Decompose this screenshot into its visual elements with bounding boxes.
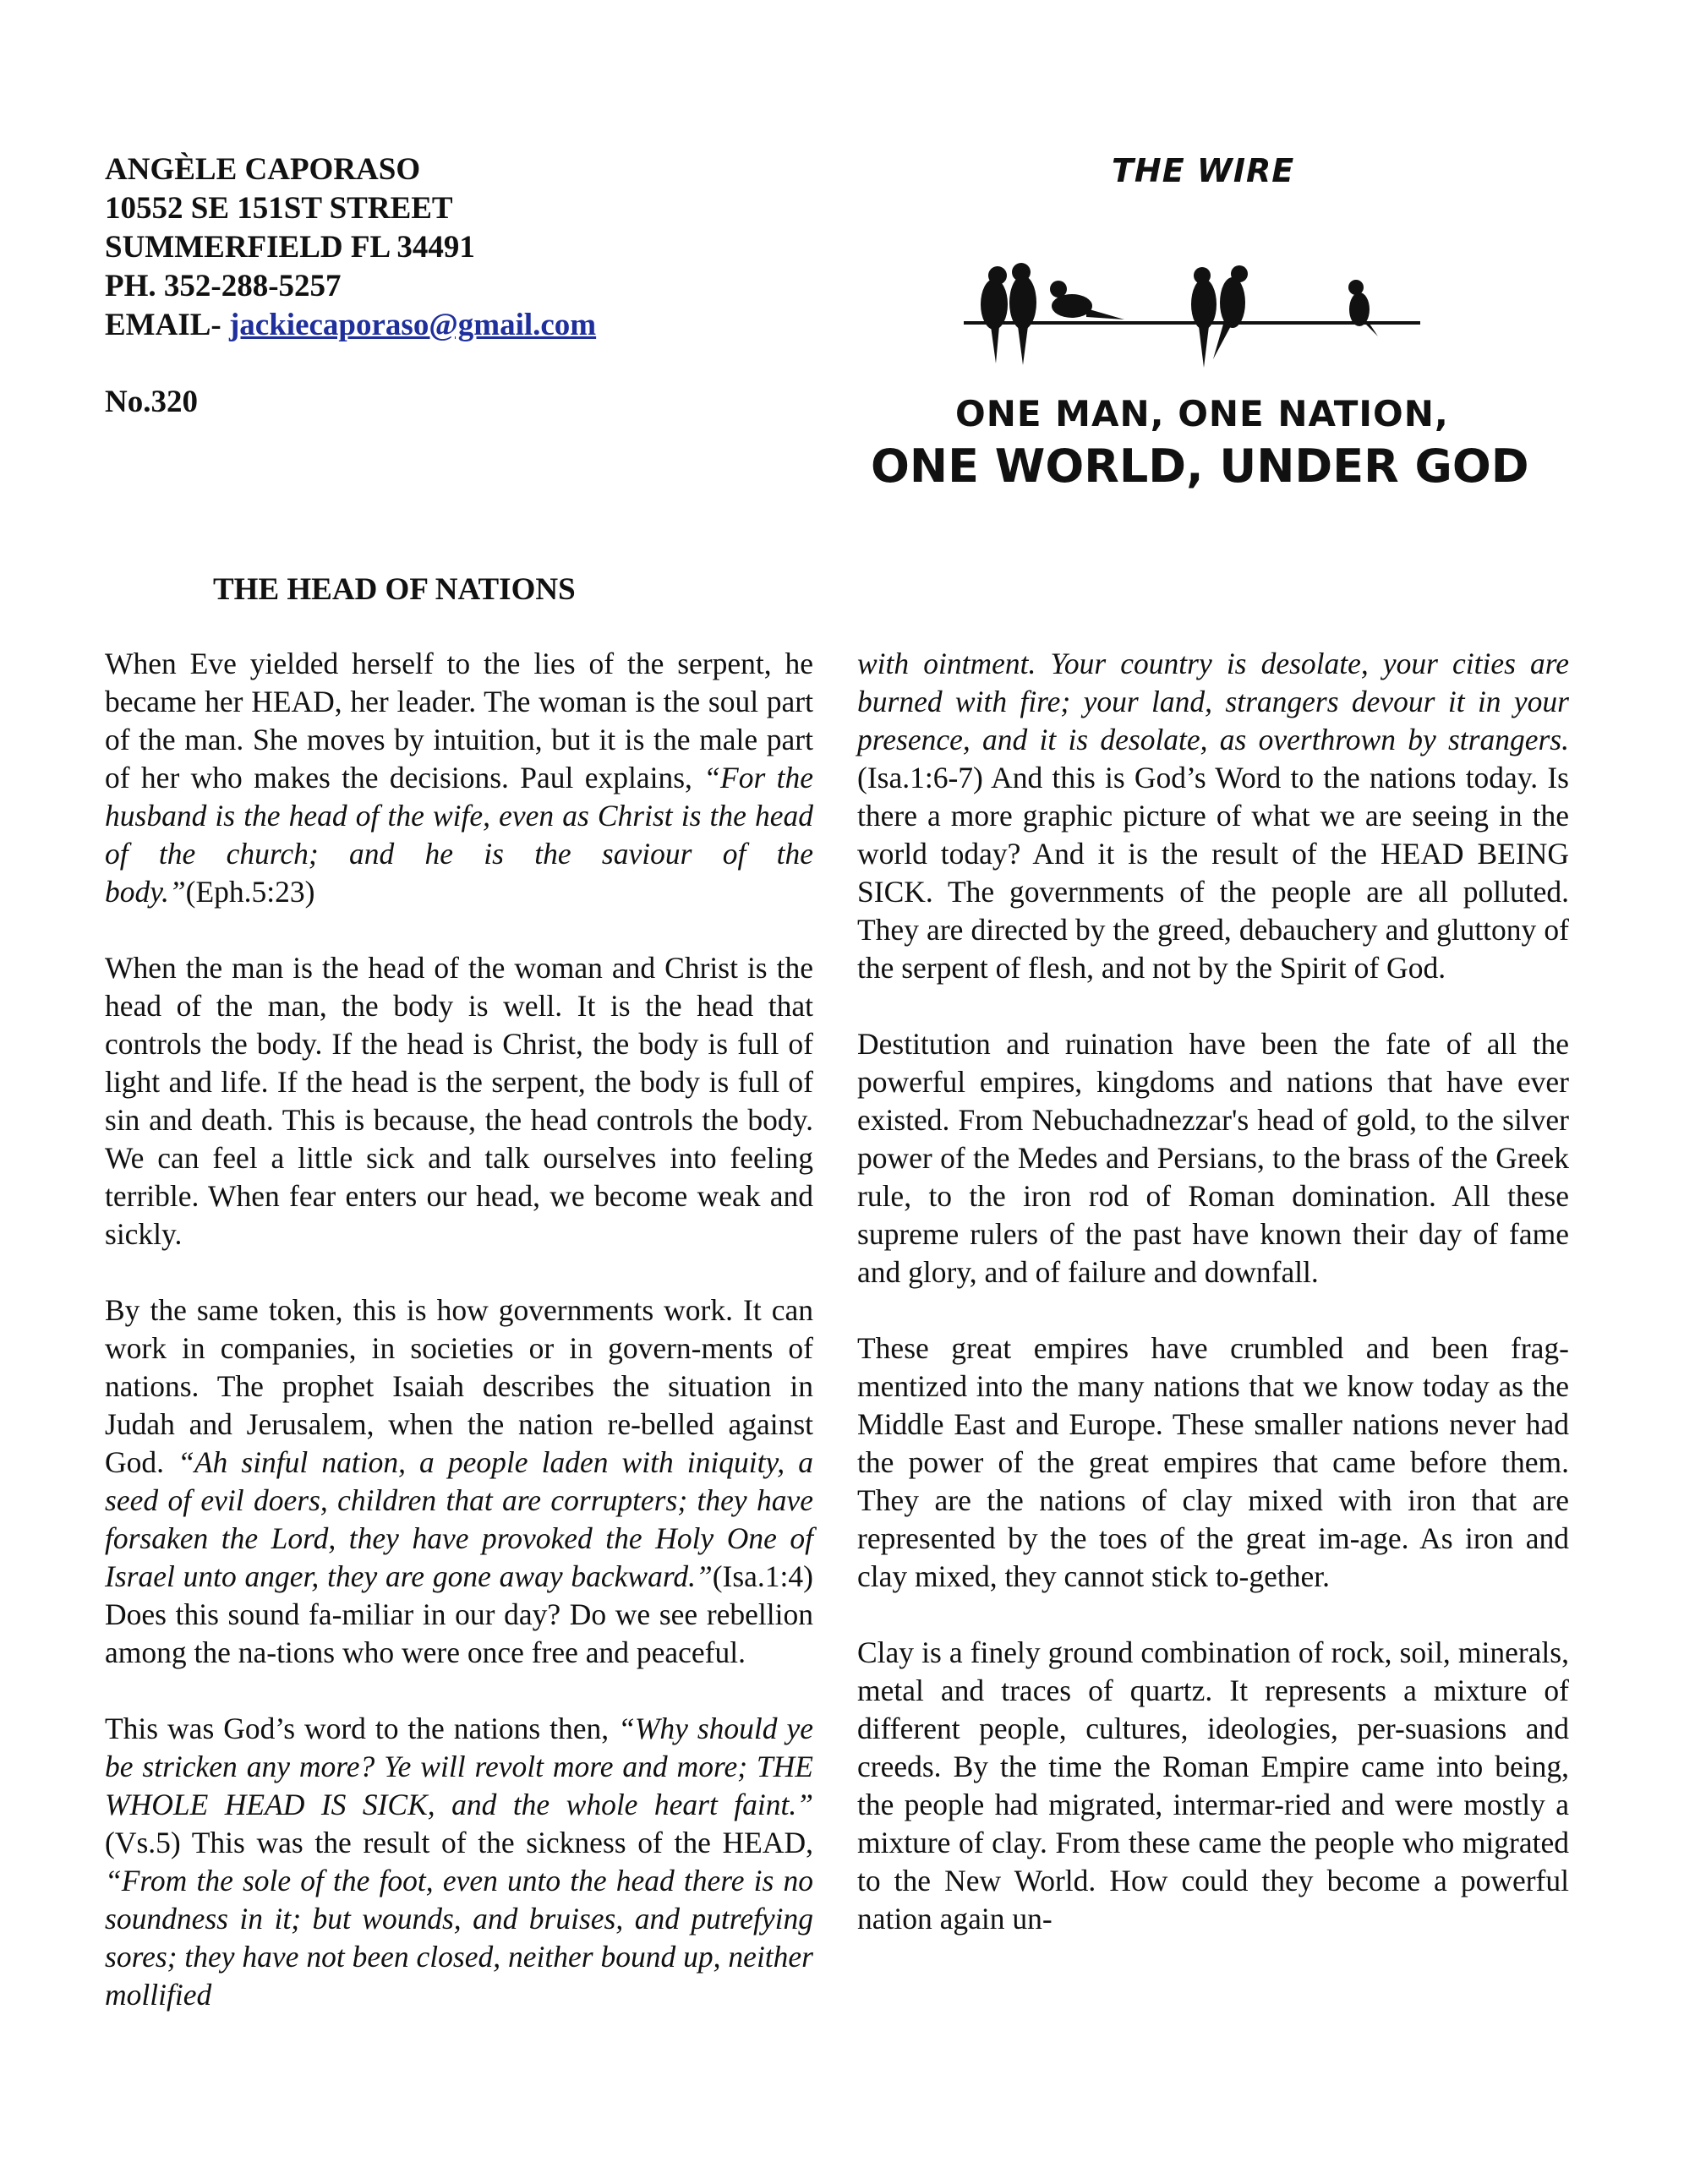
article-column-left [105, 645, 813, 2014]
sender-name: ANGÈLE CAPORASO [105, 152, 421, 187]
issue-number: No.320 [105, 385, 198, 419]
paragraph [105, 1291, 813, 1672]
article-title: THE HEAD OF NATIONS [213, 572, 576, 607]
body-text: This was God’s word to the nations then, [105, 1712, 619, 1745]
scripture-quote: “Why should ye be stricken any more? Ye will revolt more and more; THE WHOLE HEAD IS SICK, and the whole heart faint.” [105, 1712, 813, 1821]
paragraph: These great empires have crumbled and been frag-mentized into the many nations that we know today as the Middle East and Europe. These smaller nations never had the power of the great empires that came before them. They are the nations of clay mixed with iron that are represented by the toes of the great im-age. As iron and clay mixed, they cannot stick to-gether. [857, 1331, 1569, 1593]
email-link[interactable]: jackiecaporaso@gmail.com [228, 308, 597, 342]
sender-email-line [105, 306, 596, 345]
scripture-quote: “Ah sinful nation, a people laden with iniquity, a seed of evil doers, children that are corrupters; they have forsaken the Lord, they have provoked the Holy One of Israel unto anger, they are gone away backward.” [105, 1445, 813, 1593]
paragraph [857, 645, 1569, 987]
email-label: EMAIL- [105, 308, 229, 342]
body-text: (Vs.5) This was the result of the sickness of the HEAD, [105, 1826, 813, 1859]
scripture-quote: “For the husband is the head of the wife, even as Christ is the head of the church; and he is the saviour of the body.” [105, 761, 813, 909]
body-text: (Isa.1:4) Does this sound fa-miliar in our day? Do we see rebellion among the na-tions who were once free and peaceful. [105, 1559, 813, 1669]
article-column-right [857, 645, 1569, 1938]
sender-city: SUMMERFIELD FL 34491 [105, 230, 475, 265]
body-text: By the same token, this is how governments work. It can work in companies, in societies or in govern-ments of nations. The prophet Isaiah describes the situation in Judah and Jerusalem, when the nation re-belled against God. [105, 1293, 813, 1479]
slogan-line-2: ONE WORLD, UNDER GOD [871, 440, 1529, 493]
paragraph [105, 645, 813, 911]
scripture-reference: (Eph.5:23) [185, 875, 315, 909]
paragraph: When the man is the head of the woman and Christ is the head of the man, the body is well. It is the head that controls the body. If the head is Christ, the body is full of light and life. If the head is the serpent, the body is full of sin and death. This is because, the head controls the body. We can feel a little sick and talk ourselves into feeling terrible. When fear enters our head, we become weak and sickly. [105, 951, 813, 1251]
sender-phone: PH. 352-288-5257 [105, 269, 342, 303]
paragraph [105, 1710, 813, 2014]
logo-title: THE WIRE [1112, 152, 1295, 189]
slogan-line-1: ONE MAN, ONE NATION, [955, 393, 1449, 434]
paragraph: Destitution and ruination have been the fate of all the powerful empires, kingdoms and nations that have ever existed. From Nebuchadnezzar's head of gold, to the silver power of the Medes and Persians, to the brass of the Greek rule, to the iron rod of Roman domination. All these supreme rulers of the past have known their day of fame and glory, and of failure and downfall. [857, 1027, 1569, 1289]
scripture-quote: “From the sole of the foot, even unto the head there is no soundness in it; but wounds, and bruises, and putrefying sores; they have not been closed, neither bound up, neither mollified [105, 1864, 813, 2012]
scripture-quote: with ointment. Your country is desolate, your cities are burned with fire; your land, strangers devour it in your presence, and it is desolate, as overthrown by strangers. [857, 647, 1569, 756]
sender-address-block [105, 150, 596, 345]
newsletter-logo [871, 152, 1529, 507]
paragraph: Clay is a finely ground combination of rock, soil, minerals, metal and traces of quartz. It represents a mixture of different people, cultures, ideologies, per-suasions and creeds. By the time the Roman Empire came into being, the people had migrated, intermar-ried and were mostly a mixture of clay. From these came the people who migrated to the New World. How could they become a powerful nation again un- [857, 1635, 1569, 1936]
sender-street: 10552 SE 151ST STREET [105, 191, 453, 226]
body-text: When Eve yielded herself to the lies of the serpent, he became her HEAD, her leader. The woman is the soul part of the man. She moves by intuition, but it is the male part of her who makes the decisions. Paul explains, [105, 647, 813, 794]
body-text: (Isa.1:6-7) And this is God’s Word to the nations today. Is there a more graphic picture of what we are seeing in the world today? And it is the result of the HEAD BEING SICK. The governments of the people are all polluted. They are directed by the greed, debauchery and gluttony of the serpent of flesh, and not by the Spirit of God. [857, 761, 1569, 985]
birds-on-wire-icon [871, 194, 1463, 380]
